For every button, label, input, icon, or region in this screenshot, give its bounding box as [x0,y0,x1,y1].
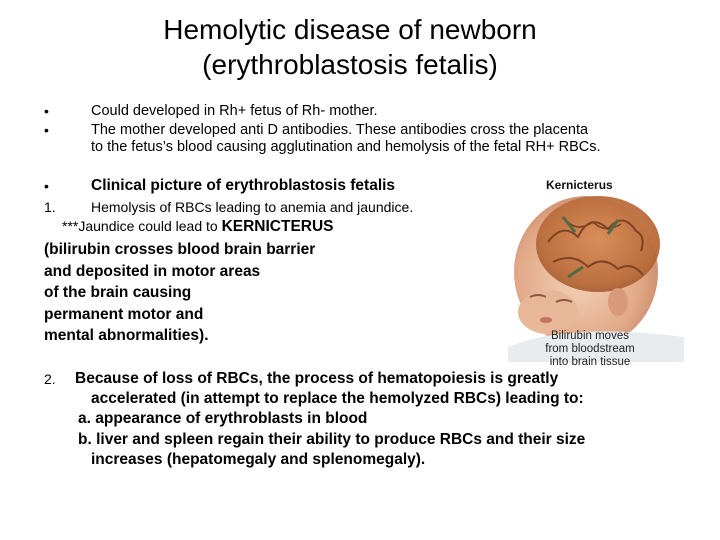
item-1-number: 1. [44,199,56,215]
explanation-line: permanent motor and [44,305,204,323]
title-line-2: (erythroblastosis fetalis) [202,49,498,80]
item-2-b-line-1: b. liver and spleen regain their ability to produce RBCs and their size [78,431,586,448]
explanation-line: (bilirubin crosses blood brain barrier [44,241,316,258]
item-2-a: a. appearance of erythroblasts in blood [78,410,368,427]
item-2-b-line-2: increases (hepatomegaly and splenomegaly). [91,451,426,468]
bullet-2-line-1: The mother developed anti D antibodies. These antibodies cross the placenta [91,122,589,138]
bullet-1-text: Could developed in Rh+ fetus of Rh- mother. [91,103,378,119]
kernicterus-explanation [44,239,315,347]
caption-line: from bloodstream [545,343,635,355]
explanation-line: mental abnormalities). [44,327,209,344]
jaundice-prefix: ***Jaundice could lead to [62,218,222,234]
jaundice-line [62,218,334,235]
bullet-marker: • [44,103,49,119]
caption-line: Bilirubin moves [551,330,629,342]
figure-caption [530,330,650,369]
bullet-2-line-2: to the fetus’s blood causing agglutination and hemolysis of the fetal RH+ RBCs. [91,139,601,155]
explanation-line: and deposited in motor areas [44,262,261,280]
item-2-number: 2. [44,371,56,387]
item-2-line-2: accelerated (in attempt to replace the hemolyzed RBCs) leading to: [91,390,584,407]
figure-label: Kernicterus [546,178,613,192]
item-1-text: Hemolysis of RBCs leading to anemia and jaundice. [91,199,414,215]
kernicterus-term: KERNICTERUS [221,218,334,235]
bullet-3-heading: Clinical picture of erythroblastosis fetalis [91,177,396,194]
slide-title [100,12,600,82]
bullet-marker: • [44,122,49,138]
title-line-1: Hemolytic disease of newborn [163,14,537,45]
explanation-line: of the brain causing [44,284,192,301]
caption-line: into brain tissue [549,356,631,368]
item-2-line-1: Because of loss of RBCs, the process of hematopoiesis is greatly [75,370,559,387]
bullet-marker: • [44,178,49,194]
